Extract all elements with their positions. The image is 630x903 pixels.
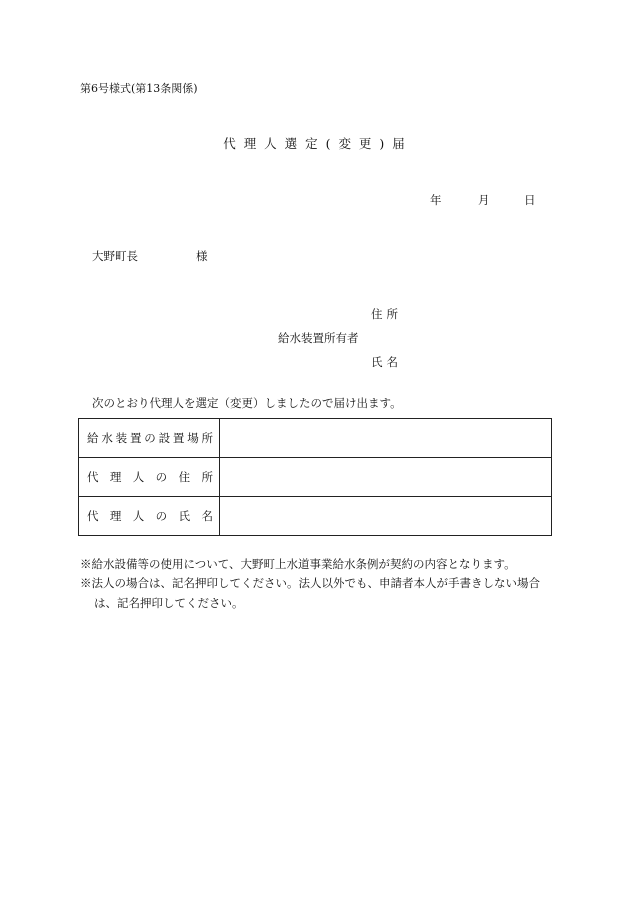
label-char: 置 xyxy=(129,431,142,445)
addressee-name: 大野町長 xyxy=(92,249,138,263)
agent-name-label xyxy=(79,508,219,524)
label-char: 理 xyxy=(109,470,122,484)
applicant-owner-label: 給水装置所有者 xyxy=(278,331,359,345)
date-day-label: 日 xyxy=(524,193,536,207)
label-char: 設 xyxy=(158,431,171,445)
label-char: の xyxy=(155,509,168,523)
form-title: 代 理 人 選 定 ( 変 更 ) 届 xyxy=(223,136,407,151)
table-label-cell xyxy=(79,497,220,536)
agent-name-field[interactable] xyxy=(220,497,552,536)
table-row xyxy=(79,497,552,536)
label-char: 所 xyxy=(201,470,213,484)
label-char: 所 xyxy=(201,431,213,445)
note-seal-line1: ※法人の場合は、記名押印してください。法人以外でも、申請者本人が手書きしない場合 xyxy=(80,576,540,590)
table-label-cell xyxy=(79,419,220,458)
label-char: 理 xyxy=(109,509,122,523)
note-seal-line2: は、記名押印してください。 xyxy=(94,596,244,610)
label-char: 置 xyxy=(172,431,185,445)
label-char: 代 xyxy=(87,509,99,523)
agent-address-field[interactable] xyxy=(220,458,552,497)
label-char: 名 xyxy=(201,509,213,523)
table-row xyxy=(79,458,552,497)
label-char: 住 xyxy=(178,470,191,484)
table-label-cell xyxy=(79,458,220,497)
label-char: 氏 xyxy=(178,509,191,523)
label-char: 人 xyxy=(132,470,145,484)
date-year-label: 年 xyxy=(430,193,442,207)
label-char: 代 xyxy=(87,470,99,484)
date-month-label: 月 xyxy=(478,193,490,207)
agent-address-label xyxy=(79,469,219,485)
label-char: 人 xyxy=(132,509,145,523)
agent-info-table xyxy=(78,418,552,536)
table-row xyxy=(79,419,552,458)
addressee-honorific: 様 xyxy=(196,249,208,263)
label-char: の xyxy=(155,470,168,484)
applicant-name-label: 氏名 xyxy=(371,355,402,369)
label-char: 場 xyxy=(187,431,199,445)
statement-text: 次のとおり代理人を選定（変更）しましたので届け出ます。 xyxy=(92,396,402,410)
label-char: 水 xyxy=(101,431,113,445)
install-location-field[interactable] xyxy=(220,419,552,458)
label-char: 装 xyxy=(115,431,128,445)
label-char: 給 xyxy=(87,431,99,445)
note-contract: ※給水設備等の使用について、大野町上水道事業給水条例が契約の内容となります。 xyxy=(80,557,516,571)
label-char: の xyxy=(144,431,156,445)
form-number: 第6号様式(第13条関係) xyxy=(80,82,198,95)
applicant-address-label: 住所 xyxy=(371,307,402,321)
install-location-label xyxy=(79,430,219,446)
